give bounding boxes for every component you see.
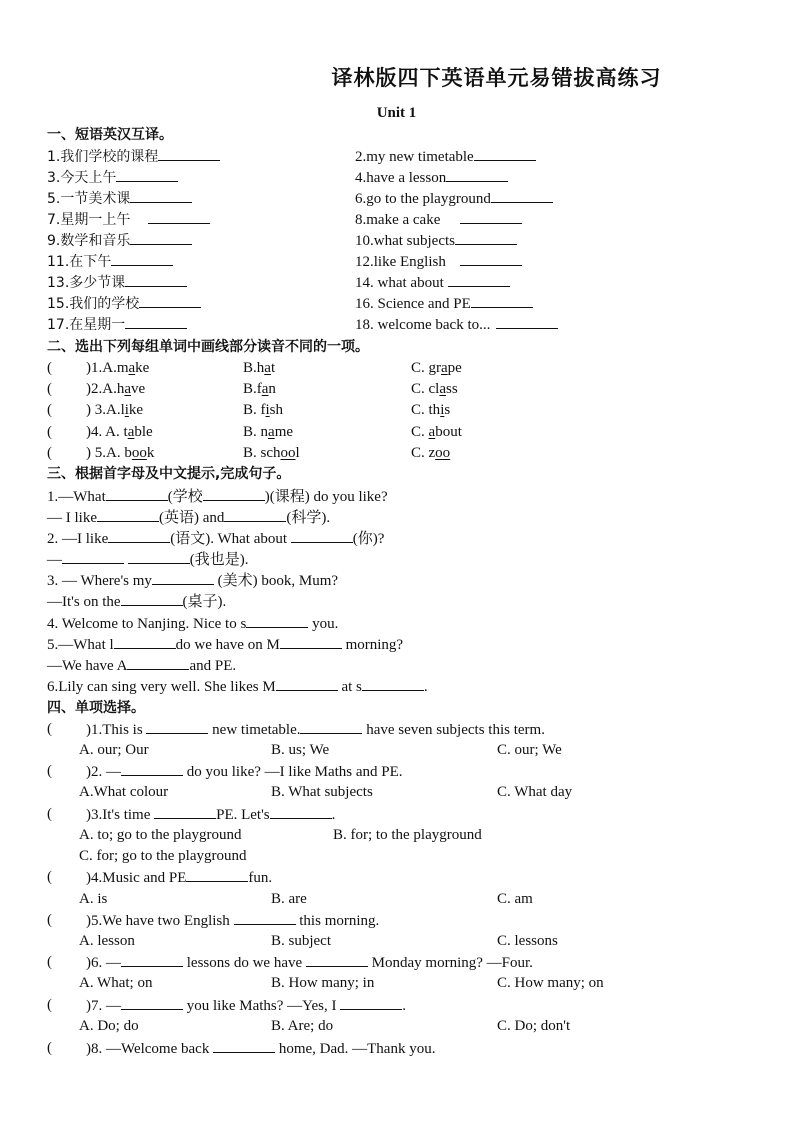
sentence-line: — I like (英语) and (科学). (47, 507, 330, 528)
answer-blank[interactable] (130, 230, 192, 245)
option-c[interactable]: C. our; We (497, 742, 562, 758)
answer-blank[interactable] (97, 507, 159, 522)
sentence-line: 4. Welcome to Nanjing. Nice to s you. (47, 613, 338, 634)
answer-paren[interactable]: ( (47, 997, 52, 1013)
option-b[interactable]: B. How many; in (271, 975, 375, 991)
phrase-item: 18. welcome back to... (355, 314, 558, 335)
answer-blank (340, 995, 402, 1010)
answer-blank[interactable] (362, 676, 424, 691)
answer-blank[interactable] (139, 293, 201, 308)
question-stem: )1.This is new timetable. have seven subjects this term. (86, 719, 545, 740)
option-a[interactable]: A.What colour (79, 784, 169, 800)
phrase-item: 1.我们学校的课程 (47, 146, 220, 167)
question-stem: )2. — do you like? —I like Maths and PE. (86, 761, 403, 782)
answer-blank[interactable] (455, 230, 517, 245)
answer-blank[interactable] (111, 251, 173, 266)
answer-paren[interactable]: ( (47, 763, 52, 779)
answer-blank[interactable] (203, 486, 265, 501)
option-a[interactable]: A. to; go to the playground (79, 827, 242, 843)
option-c[interactable]: C. for; go to the playground (79, 848, 247, 864)
sentence-line: — (我也是). (47, 549, 249, 570)
option-c[interactable]: C. What day (497, 784, 573, 800)
answer-paren[interactable]: ( (47, 869, 52, 885)
answer-paren[interactable]: ( (47, 445, 52, 461)
page-title: 译林版四下英语单元易错拔高练习 (331, 65, 662, 90)
option-c: C. class (411, 381, 458, 397)
answer-paren[interactable]: ( (47, 912, 52, 928)
section1-heading: 一、短语英汉互译。 (47, 127, 173, 143)
option-c[interactable]: C. How many; on (497, 975, 604, 991)
phrase-item: 8.make a cake (355, 209, 522, 230)
answer-blank (213, 1038, 275, 1053)
option-b[interactable]: B. What subjects (271, 784, 373, 800)
answer-blank (154, 804, 216, 819)
answer-blank[interactable] (291, 528, 353, 543)
option-a[interactable]: A. lesson (79, 933, 135, 949)
answer-blank[interactable] (152, 570, 214, 585)
phrase-item: 14. what about (355, 272, 510, 293)
answer-paren[interactable]: ( (47, 424, 52, 440)
answer-blank[interactable] (125, 272, 187, 287)
option-c[interactable]: C. am (497, 891, 533, 907)
option-b[interactable]: B. are (271, 891, 307, 907)
question-stem: )8. —Welcome back home, Dad. —Thank you. (86, 1038, 435, 1059)
sentence-line: —It's on the (桌子). (47, 591, 226, 612)
phrase-item: 5.一节美术课 (47, 188, 192, 209)
answer-blank[interactable] (474, 146, 536, 161)
answer-blank (146, 719, 208, 734)
answer-blank (121, 952, 183, 967)
option-b[interactable]: B. Are; do (271, 1018, 334, 1034)
phrase-item: 10.what subjects (355, 230, 517, 251)
answer-blank[interactable] (224, 507, 286, 522)
answer-blank[interactable] (130, 188, 192, 203)
answer-paren[interactable]: ( (47, 806, 52, 822)
option-b[interactable]: B. us; We (271, 742, 330, 758)
answer-blank[interactable] (460, 251, 522, 266)
answer-blank[interactable] (496, 314, 558, 329)
answer-blank (300, 719, 362, 734)
option-a[interactable]: A. our; Our (79, 742, 149, 758)
sentence-line: 3. — Where's my (美术) book, Mum? (47, 570, 338, 591)
phrase-item: 12.like English (355, 251, 522, 272)
answer-blank (306, 952, 368, 967)
option-a[interactable]: A. is (79, 891, 108, 907)
answer-blank[interactable] (446, 167, 508, 182)
answer-paren[interactable]: ( (47, 1040, 52, 1056)
answer-blank[interactable] (127, 655, 189, 670)
answer-blank[interactable] (128, 549, 190, 564)
option-c: C. zoo (411, 445, 451, 461)
answer-blank[interactable] (460, 209, 522, 224)
answer-blank (121, 995, 183, 1010)
option-b: B. fish (243, 402, 284, 418)
answer-blank[interactable] (106, 486, 168, 501)
phrase-item: 17.在星期一 (47, 314, 187, 335)
sentence-line: 1.—What (学校 )(课程) do you like? (47, 486, 388, 507)
sentence-line: 5.—What l do we have on M morning? (47, 634, 403, 655)
answer-blank (121, 761, 183, 776)
answer-blank[interactable] (246, 613, 308, 628)
option-c: C. grape (411, 360, 462, 376)
question-stem: )3.It's time PE. Let's . (86, 804, 335, 825)
sentence-line: —We have A and PE. (47, 655, 236, 676)
option-b[interactable]: B. subject (271, 933, 331, 949)
section3-heading: 三、根据首字母及中文提示,完成句子。 (47, 466, 291, 482)
question-stem: )5.We have two English this morning. (86, 910, 379, 931)
phrase-item: 13.多少节课 (47, 272, 187, 293)
answer-blank[interactable] (276, 676, 338, 691)
answer-blank[interactable] (491, 188, 553, 203)
answer-paren[interactable]: ( (47, 360, 52, 376)
answer-blank[interactable] (158, 146, 220, 161)
option-b: B.fan (243, 381, 276, 397)
option-b[interactable]: B. for; to the playground (333, 827, 482, 843)
option-c[interactable]: C. lessons (497, 933, 558, 949)
option-a[interactable]: A. What; on (79, 975, 153, 991)
answer-blank (234, 910, 296, 925)
answer-blank[interactable] (471, 293, 533, 308)
answer-blank[interactable] (125, 314, 187, 329)
option-a[interactable]: A. Do; do (79, 1018, 139, 1034)
answer-blank[interactable] (114, 634, 176, 649)
answer-blank[interactable] (121, 591, 183, 606)
question-stem: )6. — lessons do we have Monday morning? —Four. (86, 952, 533, 973)
option-b: B.hat (243, 360, 276, 376)
option-b: B. school (243, 445, 300, 461)
question-stem: )7. — you like Maths? —Yes, I . (86, 995, 406, 1016)
phrase-item: 3.今天上午 (47, 167, 178, 188)
answer-paren[interactable]: ( (47, 721, 52, 737)
phrase-item: 2.my new timetable (355, 146, 536, 167)
phrase-item: 16. Science and PE (355, 293, 533, 314)
phrase-item: 4.have a lesson (355, 167, 508, 188)
option-c[interactable]: C. Do; don't (497, 1018, 571, 1034)
phrase-item: 6.go to the playground (355, 188, 553, 209)
section2-heading: 二、选出下列每组单词中画线部分读音不同的一项。 (47, 339, 369, 355)
phrase-item: 7.星期一上午 (47, 209, 210, 230)
answer-blank[interactable] (148, 209, 210, 224)
sentence-line: 6.Lily can sing very well. She likes M at s . (47, 676, 428, 697)
section4-heading: 四、单项选择。 (47, 700, 145, 716)
question-stem: )4.Music and PE fun. (86, 867, 272, 888)
answer-blank[interactable] (116, 167, 178, 182)
answer-paren[interactable]: ( (47, 381, 52, 397)
answer-blank[interactable] (108, 528, 170, 543)
unit-label: Unit 1 (376, 105, 417, 121)
sentence-line: 2. —I like (语文). What about (你)? (47, 528, 384, 549)
answer-blank (270, 804, 332, 819)
phrase-item: 9.数学和音乐 (47, 230, 192, 251)
answer-paren[interactable]: ( (47, 402, 52, 418)
answer-paren[interactable]: ( (47, 954, 52, 970)
phrase-item: 11.在下午 (47, 251, 173, 272)
answer-blank[interactable] (62, 549, 124, 564)
option-c: C. this (411, 402, 451, 418)
option-c: C. about (411, 424, 462, 440)
answer-blank[interactable] (280, 634, 342, 649)
phrase-item: 15.我们的学校 (47, 293, 201, 314)
answer-blank (186, 867, 248, 882)
option-b: B. name (243, 424, 294, 440)
answer-blank[interactable] (448, 272, 510, 287)
